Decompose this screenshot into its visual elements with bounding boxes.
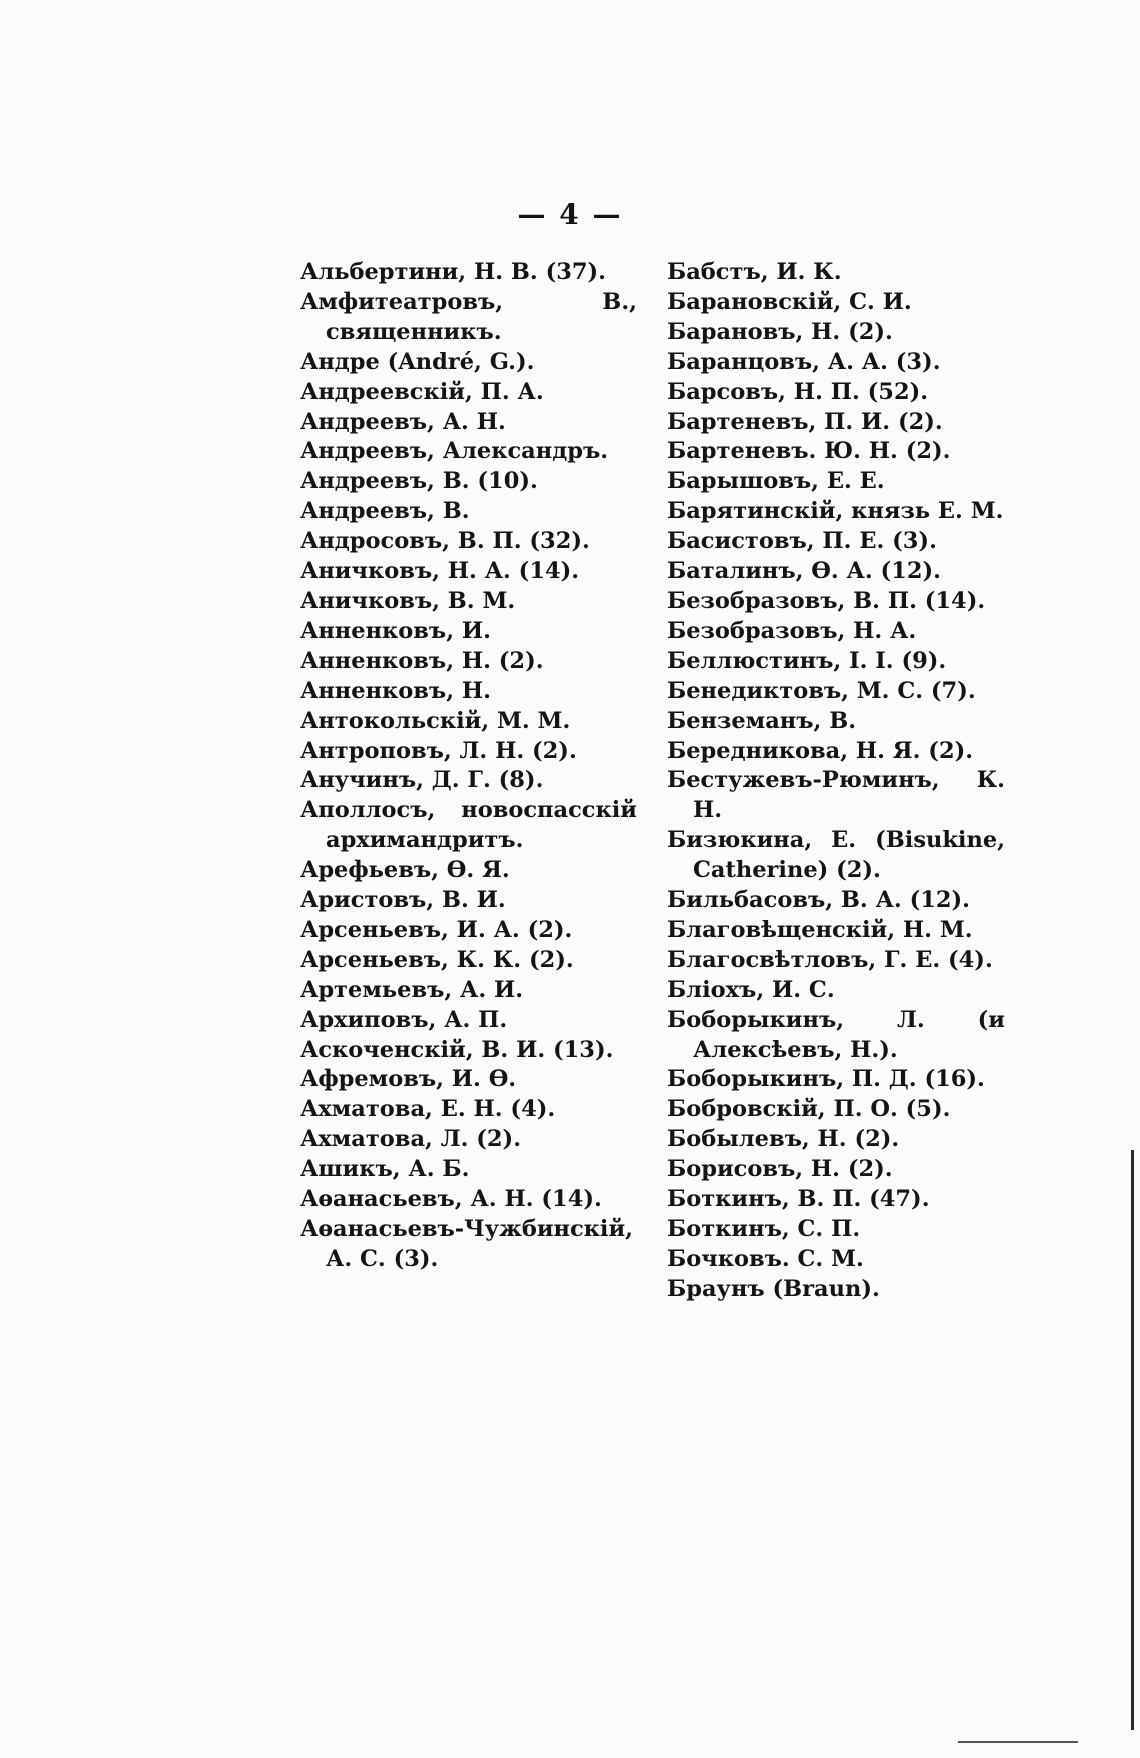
index-entry: Анучинъ, Д. Г. (8). — [300, 767, 544, 794]
index-entry: Барановскій, С. И. — [667, 288, 912, 315]
index-entry: Аскоченскій, В. И. (13). — [300, 1036, 614, 1063]
index-entry: Браунъ (Braun). — [667, 1275, 880, 1302]
index-entry: Благосвѣтловъ, Г. Е. (4). — [667, 946, 993, 973]
left-column-index — [300, 258, 637, 1275]
right-column-index — [667, 258, 1005, 1305]
index-entry: Бенедиктовъ, М. С. (7). — [667, 677, 976, 704]
index-entry: Бильбасовъ, В. А. (12). — [667, 887, 971, 914]
index-entry: Бенземанъ, В. — [667, 707, 857, 734]
index-entry: Артемьевъ, А. И. — [300, 976, 524, 1003]
index-entry: Антокольскій, М. М. — [300, 707, 571, 734]
index-entry: Беллюстинъ, І. І. (9). — [667, 647, 947, 674]
index-entry: Аничковъ, Н. А. (14). — [300, 558, 580, 585]
index-entry: Афремовъ, И. Ѳ. — [300, 1066, 517, 1093]
index-entry: Арсеньевъ, К. К. (2). — [300, 946, 574, 973]
index-entry: Архиповъ, А. П. — [300, 1006, 508, 1033]
index-entry: Амфитеатровъ, В., священникъ. — [300, 288, 637, 345]
scan-bottom-rule — [958, 1741, 1078, 1743]
index-entry: Антроповъ, Л. Н. (2). — [300, 737, 577, 764]
index-entry: Бобылевъ, Н. (2). — [667, 1126, 900, 1153]
index-entry: Андреевъ, В. — [300, 498, 470, 525]
index-entry: Барановъ, Н. (2). — [667, 318, 893, 345]
index-entry: Арсеньевъ, И. А. (2). — [300, 916, 573, 943]
index-entry: Аполлосъ, новоспасскій архимандритъ. — [300, 797, 637, 854]
index-entry: Боткинъ, В. П. (47). — [667, 1186, 930, 1213]
index-entry: Бартеневъ, П. И. (2). — [667, 408, 943, 435]
index-entry: Бліохъ, И. С. — [667, 976, 835, 1003]
index-entry: Баталинъ, Ѳ. А. (12). — [667, 558, 941, 585]
index-entry: Бартеневъ. Ю. Н. (2). — [667, 438, 951, 465]
index-entry: Андреевскій, П. А. — [300, 378, 544, 405]
index-entry: Барышовъ, Е. Е. — [667, 468, 885, 495]
index-entry: Аристовъ, В. И. — [300, 887, 506, 914]
index-entry: Боборыкинъ, П. Д. (16). — [667, 1066, 985, 1093]
index-entry: Андреевъ, А. Н. — [300, 408, 506, 435]
index-entry: Анненковъ, Н. — [300, 677, 491, 704]
index-entry: Ахматова, Е. Н. (4). — [300, 1096, 556, 1123]
index-entry: Андреевъ, В. (10). — [300, 468, 538, 495]
index-entry: Аѳанасьевъ-Чужбинскій, А. С. (3). — [300, 1216, 633, 1272]
index-entry: Безобразовъ, В. П. (14). — [667, 587, 986, 614]
index-entry: Бабстъ, И. К. — [667, 259, 842, 285]
index-entry: Аничковъ, В. М. — [300, 587, 516, 614]
index-entry: Барсовъ, Н. П. (52). — [667, 378, 929, 405]
index-entry: Бочковъ. С. М. — [667, 1245, 864, 1272]
page-number: — 4 — — [517, 198, 623, 231]
index-entry: Бобровскій, П. О. (5). — [667, 1096, 951, 1123]
index-entry: Боткинъ, С. П. — [667, 1216, 861, 1242]
index-entry: Андреевъ, Александръ. — [300, 438, 609, 465]
index-entry: Баранцовъ, А. А. (3). — [667, 348, 941, 375]
index-entry: Бизюкина, Е. (Bisukine, Catherine) (2). — [667, 827, 1005, 884]
index-entry: Ахматова, Л. (2). — [300, 1126, 522, 1153]
index-entry: Анненковъ, Н. (2). — [300, 647, 544, 674]
index-entry: Бестужевъ-Рюминъ, К. Н. — [667, 767, 1005, 824]
index-entry: Барятинскій, князь Е. М. — [667, 498, 1004, 525]
index-entry: Бередникова, Н. Я. (2). — [667, 737, 974, 764]
index-entry: Благовѣщенскій, Н. М. — [667, 916, 973, 943]
index-entry: Арефьевъ, Ѳ. Я. — [300, 857, 510, 884]
index-entry: Анненковъ, И. — [300, 617, 491, 644]
index-entry: Ашикъ, А. Б. — [300, 1156, 470, 1183]
index-entry: Безобразовъ, Н. А. — [667, 617, 917, 644]
scan-edge-line — [1131, 1150, 1134, 1730]
index-entry: Басистовъ, П. Е. (3). — [667, 528, 937, 555]
index-entry: Аѳанасьевъ, А. Н. (14). — [300, 1186, 602, 1213]
index-entry: Андре (André, G.). — [300, 348, 535, 375]
index-entry: Борисовъ, Н. (2). — [667, 1156, 893, 1183]
index-entry: Боборыкинъ, Л. (и Алексѣевъ, Н.). — [667, 1006, 1005, 1063]
index-entry: Альбертини, Н. В. (37). — [300, 259, 607, 285]
index-entry: Андросовъ, В. П. (32). — [300, 528, 590, 555]
